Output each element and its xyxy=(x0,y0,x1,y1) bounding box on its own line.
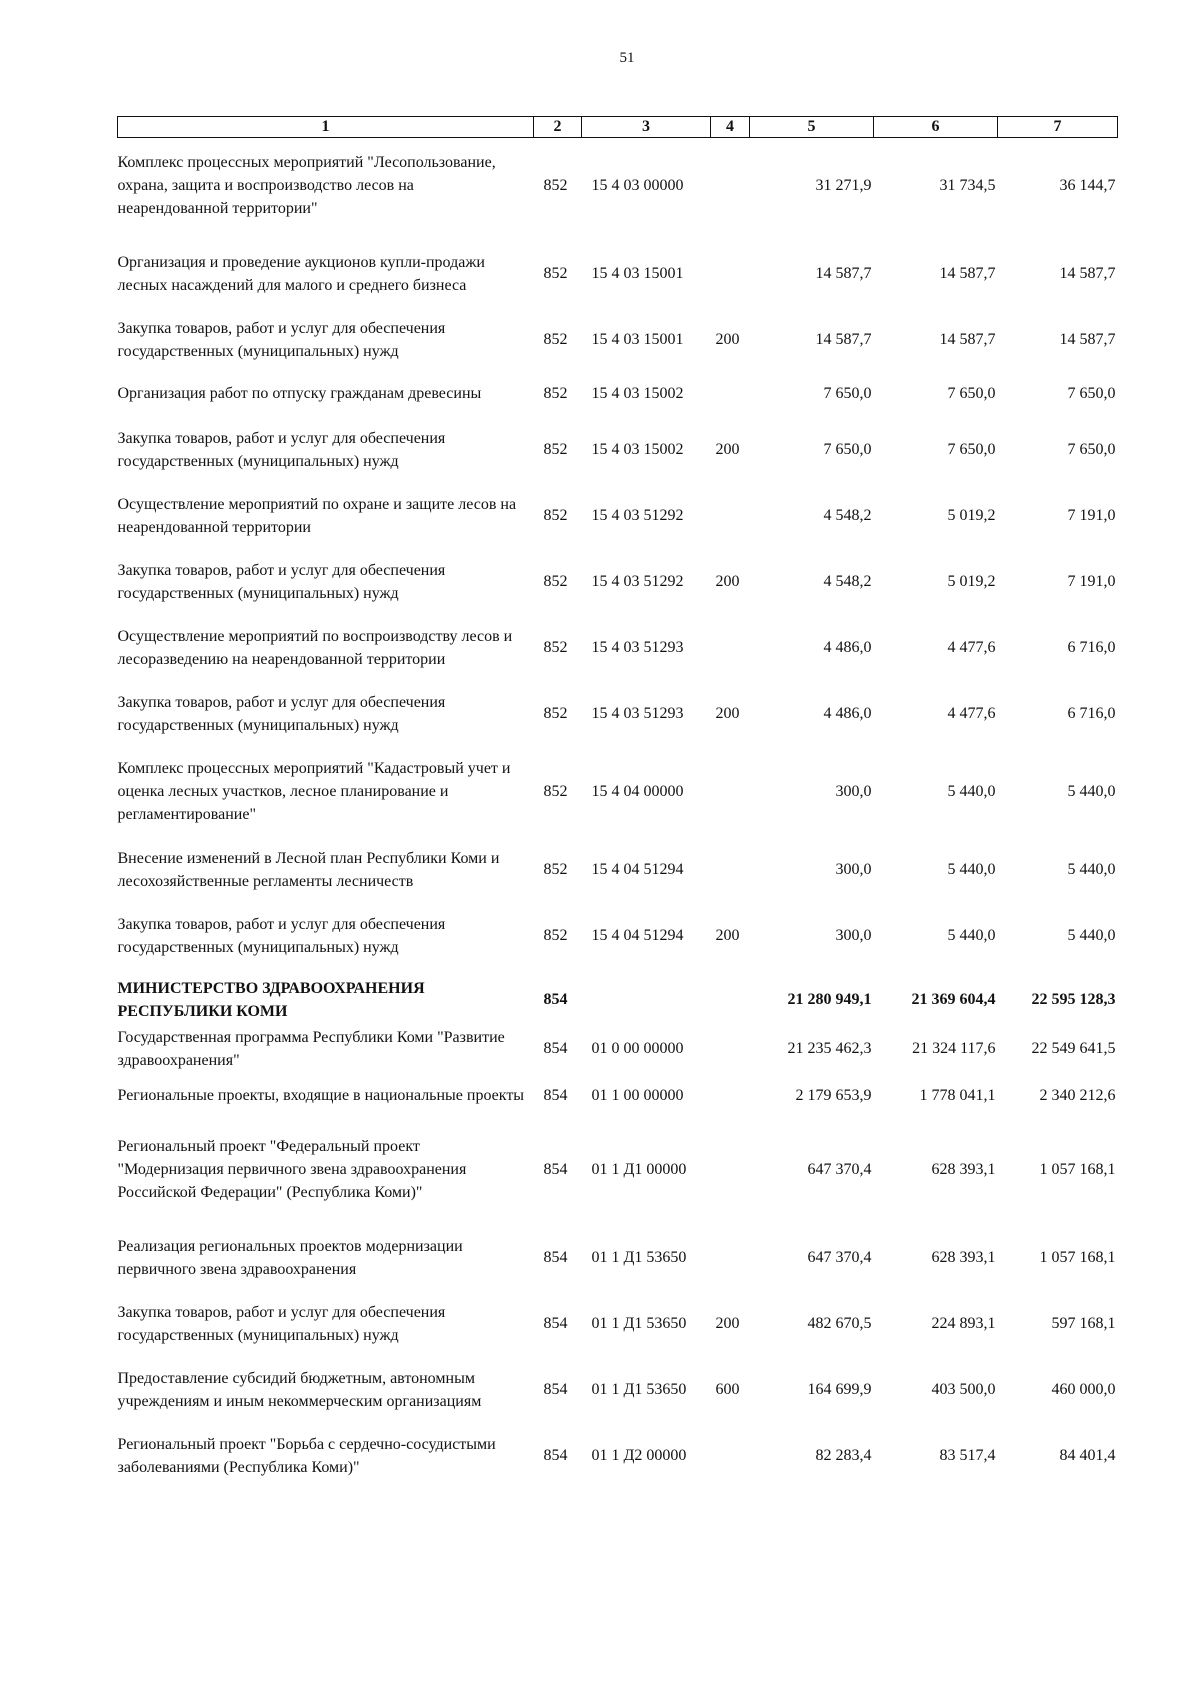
row-value-col7: 7 650,0 xyxy=(1067,441,1116,458)
row-target-code: 01 0 00 00000 xyxy=(591,1040,684,1057)
row-name: Реализация региональных проектов модернизации первичного звена здравоохранения xyxy=(117,1237,463,1278)
table-row xyxy=(118,610,1118,686)
row-target-code: 15 4 03 51293 xyxy=(591,639,684,656)
table-row xyxy=(118,742,1118,842)
row-target-code: 01 1 Д1 53650 xyxy=(591,1315,687,1332)
row-name: Закупка товаров, работ и услуг для обеспечения государственных (муниципальных) нужд xyxy=(117,561,446,602)
row-value-col7: 2 340 212,6 xyxy=(1039,1087,1116,1104)
row-value-col6: 5 440,0 xyxy=(947,861,996,878)
budget-table xyxy=(117,116,1118,1484)
table-row xyxy=(118,1072,1118,1120)
row-value-col6: 21 324 117,6 xyxy=(912,1040,996,1057)
row-name: Закупка товаров, работ и услуг для обеспечения государственных (муниципальных) нужд xyxy=(117,915,446,956)
row-value-col7: 6 716,0 xyxy=(1067,705,1116,722)
row-value-col7: 7 650,0 xyxy=(1067,385,1116,402)
row-expense-type xyxy=(711,138,750,234)
row-value-col5: 300,0 xyxy=(835,783,872,800)
row-ministry-code: 854 xyxy=(543,1161,568,1178)
row-name: Комплекс процессных мероприятий "Кадастровый учет и оценка лесных участков, лесное планирование и регламентирование" xyxy=(117,760,511,823)
row-value-col7: 5 440,0 xyxy=(1067,861,1116,878)
row-expense-type xyxy=(711,478,750,554)
row-value-col5: 164 699,9 xyxy=(807,1381,872,1398)
table-body xyxy=(118,138,1118,1484)
row-target-code: 01 1 Д2 00000 xyxy=(591,1447,687,1464)
row-value-col6: 4 477,6 xyxy=(947,639,996,656)
row-value-col6: 14 587,7 xyxy=(939,331,996,348)
row-expense-type xyxy=(711,1120,750,1220)
row-name: Государственная программа Республики Коми "Развитие здравоохранения" xyxy=(117,1028,505,1069)
row-ministry-code: 852 xyxy=(543,177,568,195)
row-ministry-code: 854 xyxy=(543,1381,568,1398)
header-col-3: 3 xyxy=(582,117,711,138)
row-value-col5: 4 486,0 xyxy=(823,639,872,656)
table-row xyxy=(118,1120,1118,1220)
row-value-col5: 4 548,2 xyxy=(823,573,872,590)
row-ministry-code: 852 xyxy=(543,385,568,402)
row-value-col7: 22 595 128,3 xyxy=(1031,991,1116,1008)
row-expense-type: 200 xyxy=(715,331,740,348)
table-row xyxy=(118,1220,1118,1296)
row-target-code: 15 4 04 51294 xyxy=(591,927,684,944)
row-value-col6: 5 019,2 xyxy=(947,507,996,524)
table-row xyxy=(118,898,1118,974)
row-name: Закупка товаров, работ и услуг для обеспечения государственных (муниципальных) нужд xyxy=(117,693,446,734)
row-ministry-code: 852 xyxy=(543,441,568,458)
row-expense-type xyxy=(711,842,750,898)
row-ministry-code: 852 xyxy=(543,573,568,590)
row-value-col7: 597 168,1 xyxy=(1051,1315,1116,1332)
row-expense-type: 200 xyxy=(715,927,740,944)
row-ministry-code: 852 xyxy=(543,705,568,722)
row-value-col7: 14 587,7 xyxy=(1059,265,1116,282)
table-row xyxy=(118,478,1118,554)
row-ministry-code: 852 xyxy=(543,861,568,878)
row-value-col5: 21 280 949,1 xyxy=(787,991,872,1008)
row-expense-type: 200 xyxy=(715,1315,740,1332)
row-expense-type xyxy=(711,610,750,686)
row-ministry-code: 852 xyxy=(543,331,568,348)
row-target-code: 01 1 Д1 53650 xyxy=(591,1381,687,1398)
row-value-col5: 2 179 653,9 xyxy=(795,1087,872,1104)
row-ministry-code: 854 xyxy=(543,1040,568,1057)
header-col-5: 5 xyxy=(750,117,874,138)
row-value-col6: 7 650,0 xyxy=(947,385,996,402)
row-target-code: 01 1 00 00000 xyxy=(591,1087,684,1104)
row-value-col5: 7 650,0 xyxy=(823,441,872,458)
row-value-col6: 628 393,1 xyxy=(931,1249,996,1266)
row-target-code: 15 4 03 15001 xyxy=(591,331,684,348)
row-target-code: 15 4 03 15002 xyxy=(591,441,684,458)
row-expense-type: 200 xyxy=(715,573,740,590)
row-name: Осуществление мероприятий по охране и защите лесов на неарендованной территории xyxy=(117,495,517,536)
row-ministry-code: 854 xyxy=(543,1087,568,1104)
row-ministry-code: 854 xyxy=(543,991,568,1008)
table-row xyxy=(118,554,1118,610)
header-col-1: 1 xyxy=(118,117,534,138)
row-ministry-code: 852 xyxy=(543,783,568,800)
row-ministry-code: 852 xyxy=(543,265,568,282)
row-value-col6: 628 393,1 xyxy=(931,1161,996,1178)
row-value-col6: 7 650,0 xyxy=(947,441,996,458)
table-row xyxy=(118,234,1118,314)
header-col-4: 4 xyxy=(711,117,750,138)
row-expense-type xyxy=(711,366,750,422)
table-row xyxy=(118,842,1118,898)
row-expense-type xyxy=(711,1072,750,1120)
row-value-col7: 7 191,0 xyxy=(1067,507,1116,524)
header-col-7: 7 xyxy=(998,117,1118,138)
row-ministry-code: 854 xyxy=(543,1249,568,1266)
table-row xyxy=(118,422,1118,478)
row-value-col7: 7 191,0 xyxy=(1067,573,1116,590)
row-value-col6: 224 893,1 xyxy=(931,1315,996,1332)
row-name: Закупка товаров, работ и услуг для обеспечения государственных (муниципальных) нужд xyxy=(117,429,446,470)
row-expense-type xyxy=(711,234,750,314)
row-expense-type xyxy=(711,1220,750,1296)
row-target-code: 01 1 Д1 53650 xyxy=(591,1249,687,1266)
row-name: Организация и проведение аукционов купли-продажи лесных насаждений для малого и среднего бизнеса xyxy=(117,253,485,294)
row-value-col6: 5 440,0 xyxy=(947,783,996,800)
row-value-col7: 6 716,0 xyxy=(1067,639,1116,656)
row-value-col7: 36 144,7 xyxy=(1059,177,1116,195)
row-value-col7: 22 549 641,5 xyxy=(1031,1040,1116,1057)
row-value-col6: 4 477,6 xyxy=(947,705,996,722)
row-target-code: 15 4 04 00000 xyxy=(591,783,684,800)
row-value-col5: 300,0 xyxy=(835,861,872,878)
row-name: Закупка товаров, работ и услуг для обеспечения государственных (муниципальных) нужд xyxy=(117,319,446,360)
row-value-col5: 4 486,0 xyxy=(823,705,872,722)
row-value-col5: 482 670,5 xyxy=(807,1315,872,1332)
row-name: Внесение изменений в Лесной план Республики Коми и лесохозяйственные регламенты лесничеств xyxy=(117,849,500,890)
row-value-col5: 82 283,4 xyxy=(815,1447,872,1464)
header-col-2: 2 xyxy=(534,117,582,138)
row-value-col6: 403 500,0 xyxy=(931,1381,996,1398)
row-name: Региональный проект "Федеральный проект "Модернизация первичного звена здравоохранения Российской Федерации" (Республика Коми)" xyxy=(117,1138,467,1201)
row-ministry-code: 852 xyxy=(543,507,568,524)
row-expense-type: 200 xyxy=(715,441,740,458)
row-expense-type: 200 xyxy=(715,705,740,722)
row-ministry-code: 854 xyxy=(543,1447,568,1464)
row-target-code: 15 4 03 15002 xyxy=(591,385,684,402)
row-ministry-code: 854 xyxy=(543,1315,568,1332)
row-target-code: 15 4 04 51294 xyxy=(591,861,684,878)
row-name: Закупка товаров, работ и услуг для обеспечения государственных (муниципальных) нужд xyxy=(117,1303,446,1344)
header-col-6: 6 xyxy=(874,117,998,138)
table-row xyxy=(118,138,1118,234)
row-value-col7: 5 440,0 xyxy=(1067,783,1116,800)
row-value-col6: 21 369 604,4 xyxy=(911,991,996,1008)
page-number: 51 xyxy=(619,50,635,66)
row-expense-type xyxy=(711,742,750,842)
row-value-col7: 460 000,0 xyxy=(1051,1381,1116,1398)
row-value-col5: 7 650,0 xyxy=(823,385,872,402)
row-value-col6: 1 778 041,1 xyxy=(919,1087,996,1104)
row-name: Региональный проект "Борьба с сердечно-сосудистыми заболеваниями (Республика Коми)" xyxy=(117,1435,496,1476)
row-ministry-code: 852 xyxy=(543,927,568,944)
table-row xyxy=(118,974,1118,1026)
row-name: Комплекс процессных мероприятий "Лесопользование, охрана, защита и воспроизводство лесов на неарендованной территории" xyxy=(117,154,496,218)
table-row xyxy=(118,314,1118,366)
row-target-code: 15 4 03 51292 xyxy=(591,507,684,524)
row-ministry-code: 852 xyxy=(543,639,568,656)
row-value-col6: 14 587,7 xyxy=(939,265,996,282)
table-header xyxy=(118,117,1118,138)
table-row xyxy=(118,366,1118,422)
row-value-col5: 21 235 462,3 xyxy=(787,1040,872,1057)
row-value-col5: 14 587,7 xyxy=(815,331,872,348)
row-target-code xyxy=(582,974,711,1026)
row-value-col5: 647 370,4 xyxy=(807,1249,872,1266)
row-value-col6: 31 734,5 xyxy=(939,177,996,195)
row-expense-type xyxy=(711,1026,750,1072)
row-name: Региональные проекты, входящие в национальные проекты xyxy=(117,1087,525,1104)
row-value-col7: 1 057 168,1 xyxy=(1039,1161,1116,1178)
row-name: Организация работ по отпуску гражданам древесины xyxy=(117,385,482,402)
row-name: МИНИСТЕРСТВО ЗДРАВООХРАНЕНИЯ РЕСПУБЛИКИ КОМИ xyxy=(117,979,425,1020)
row-value-col7: 14 587,7 xyxy=(1059,331,1116,348)
table-row xyxy=(118,1026,1118,1072)
table-row xyxy=(118,1352,1118,1428)
row-expense-type xyxy=(711,1428,750,1484)
row-value-col7: 1 057 168,1 xyxy=(1039,1249,1116,1266)
row-target-code: 15 4 03 15001 xyxy=(591,265,684,282)
table-row xyxy=(118,1296,1118,1352)
row-name: Осуществление мероприятий по воспроизводству лесов и лесоразведению на неарендованной территории xyxy=(117,627,513,668)
row-value-col6: 5 440,0 xyxy=(947,927,996,944)
row-target-code: 15 4 03 51292 xyxy=(591,573,684,590)
row-name: Предоставление субсидий бюджетным, автономным учреждениям и иным некоммерческим организациям xyxy=(117,1369,482,1410)
table-row xyxy=(118,1428,1118,1484)
row-value-col5: 31 271,9 xyxy=(815,177,872,195)
row-value-col6: 83 517,4 xyxy=(939,1447,996,1464)
row-value-col5: 300,0 xyxy=(835,927,872,944)
row-value-col7: 84 401,4 xyxy=(1059,1447,1116,1464)
row-target-code: 01 1 Д1 00000 xyxy=(591,1161,687,1178)
table-row xyxy=(118,686,1118,742)
header-row xyxy=(118,117,1118,138)
row-target-code: 15 4 03 00000 xyxy=(591,177,684,195)
row-value-col5: 14 587,7 xyxy=(815,265,872,282)
row-expense-type: 600 xyxy=(715,1381,740,1398)
row-value-col5: 647 370,4 xyxy=(807,1161,872,1178)
row-value-col6: 5 019,2 xyxy=(947,573,996,590)
row-expense-type xyxy=(711,974,750,1026)
row-value-col5: 4 548,2 xyxy=(823,507,872,524)
row-target-code: 15 4 03 51293 xyxy=(591,705,684,722)
row-value-col7: 5 440,0 xyxy=(1067,927,1116,944)
